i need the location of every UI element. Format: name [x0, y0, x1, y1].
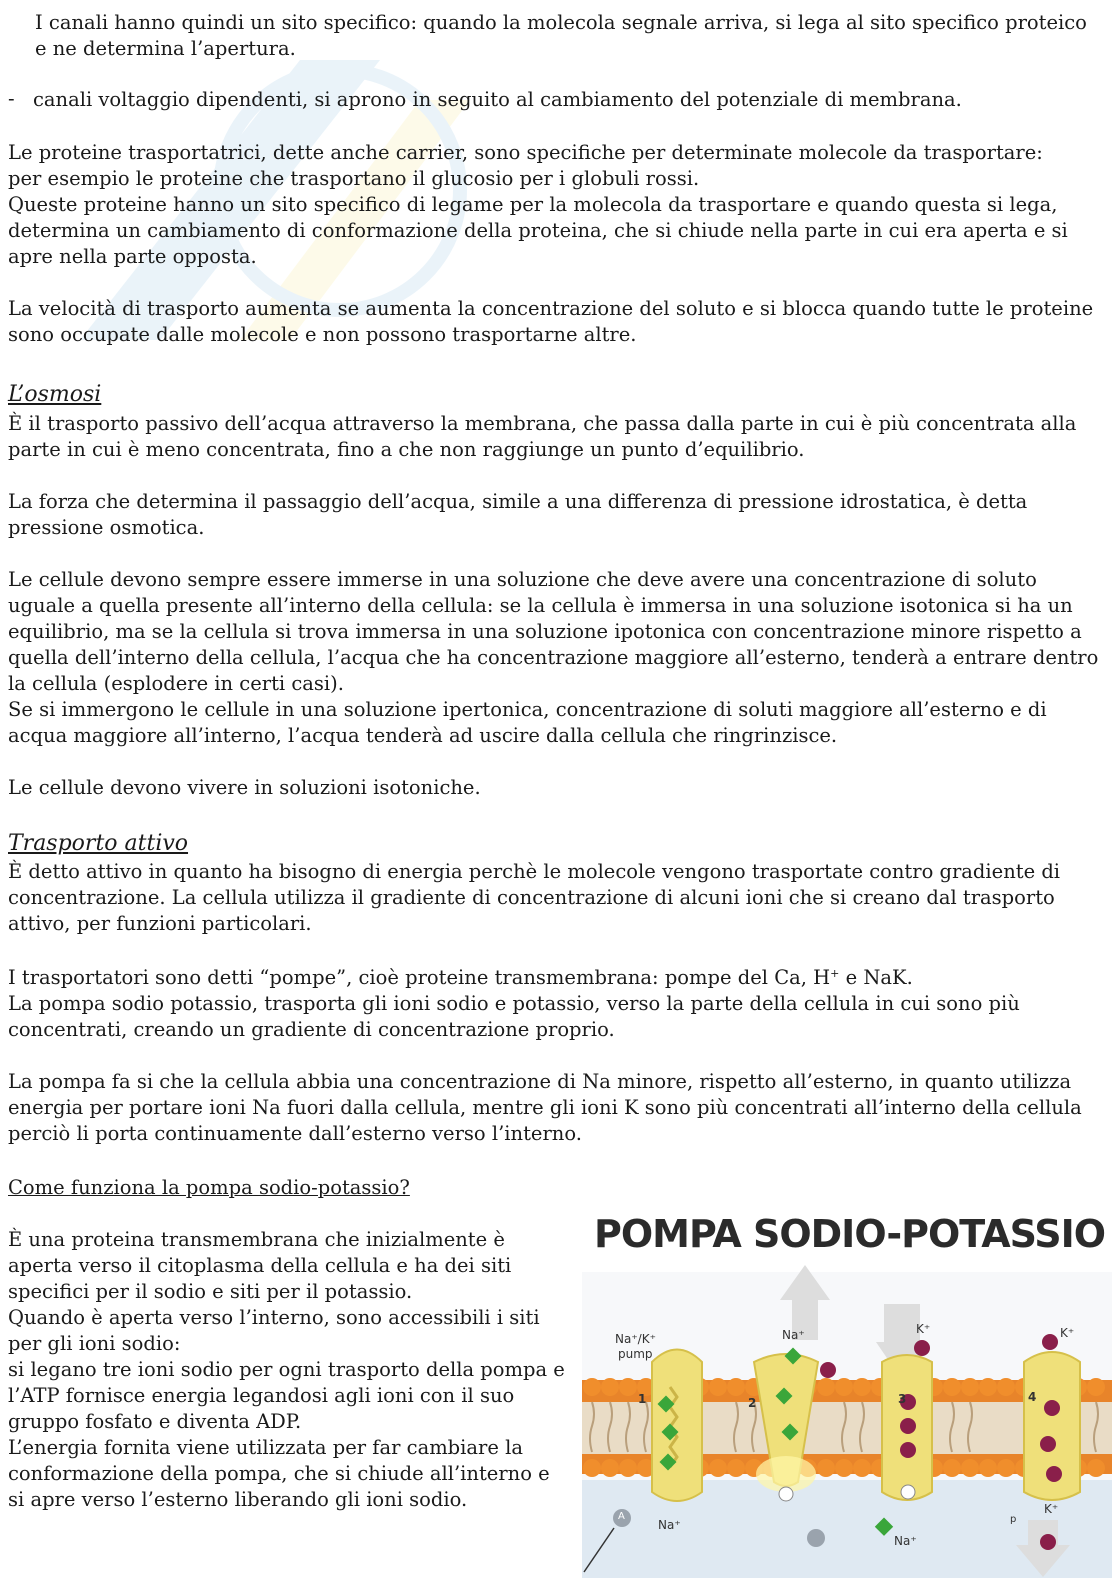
k-ion-icon: [1040, 1534, 1056, 1550]
paragraph-attivo: È detto attivo in quanto ha bisogno di energia perchè le molecole vengono trasportate contro gradiente di concentrazione. La cellula utilizza il gradiente di concentrazione di alcuni ioni che si creano dal trasporto attivo, per funzioni particolari.: [8, 860, 1061, 935]
na-bottom-mid-label: Na⁺: [894, 1534, 917, 1548]
paragraph-ipertonica: Se si immergono le cellule in una soluzione ipertonica, concentrazione di soluti maggiore all’esterno e di acqua maggiore all’interno, l’acqua tenderà ad uscire dalla cellula che ringrinzisce.: [8, 698, 1047, 747]
step-1-label: 1: [638, 1392, 647, 1406]
na-bottom-left-label: Na⁺: [658, 1518, 681, 1532]
figure-title: POMPA SODIO-POTASSIO: [594, 1212, 1106, 1256]
paragraph-pompa-na: La pompa fa si che la cellula abbia una concentrazione di Na minore, rispetto all’esterno, in quanto utilizza energia per portare ioni Na fuori dalla cellula, mentre gli ioni K sono più concentrati all’interno della cellula perciò li porta continuamente dall’esterno verso l’interno.: [8, 1070, 1082, 1145]
paragraph-sodio-potassio: La pompa sodio potassio, trasporta gli ioni sodio e potassio, verso la parte della cellula in cui sono più concentrati, creando un gradiente di concentrazione proprio.: [8, 992, 1020, 1041]
phosphate-icon: [779, 1487, 793, 1501]
pump-4: [1024, 1334, 1080, 1500]
na-top-label: Na⁺: [782, 1328, 805, 1342]
paragraph-aperta-interno: Quando è aperta verso l’interno, sono accessibili i siti per gli ioni sodio:: [8, 1306, 540, 1355]
phosphate-icon-2: [901, 1485, 915, 1499]
step-4-label: 4: [1028, 1390, 1037, 1404]
paragraph-carrier: Le proteine trasportatrici, dette anche carrier, sono specifiche per determinate molecole da trasportare: per esempio le proteine che trasportano il glucosio per i globuli rossi.: [8, 141, 1043, 190]
pump-1: [652, 1350, 702, 1502]
paragraph-pompe: I trasportatori sono detti “pompe”, cioè proteine transmembrana: pompe del Ca, H+ e NaK.: [8, 966, 913, 989]
adp-icon: [807, 1529, 825, 1547]
list-item-voltaggio: canali voltaggio dipendenti, si aprono in seguito al cambiamento del potenziale di membrana.: [33, 88, 962, 111]
heading-come-funziona: Come funziona la pompa sodio-potassio?: [8, 1176, 410, 1199]
paragraph-sito-legame: Queste proteine hanno un sito specifico di legame per la molecola da trasportare e quando questa si lega, determina un cambiamento di conformazione della proteina, che si chiude nella parte in cui era aperta e si apre nella parte opposta.: [8, 193, 1068, 268]
k-bottom-right-label: K⁺: [1044, 1502, 1059, 1516]
heading-osmosi: L’osmosi: [8, 382, 102, 407]
pump-figure: [582, 1212, 1112, 1578]
k-top-right-label: K⁺: [1060, 1326, 1075, 1340]
paragraph-energia: L’energia fornita viene utilizzata per far cambiare la conformazione della pompa, che si chiude all’interno e si apre verso l’esterno liberando gli ioni sodio.: [8, 1436, 550, 1511]
pump-3: [882, 1340, 932, 1500]
paragraph-soluzione: Le cellule devono sempre essere immerse in una soluzione che deve avere una concentrazione di soluto uguale a quella presente all’interno della cellula: se la cellula è immersa in una soluzione isotonica si ha un equilibrio, ma se la cellula si trova immersa in una soluzione ipotonica con concentrazione minore rispetto a quella dell’interno della cellula, l’acqua che ha concentrazione maggiore all’esterno, tenderà a entrare dentro la cellula (esplodere in certi casi).: [8, 568, 1099, 695]
phosphate-label: p: [1010, 1514, 1017, 1525]
pump-label-1: Na⁺/K⁺: [615, 1332, 656, 1346]
paragraph-canali-sito: I canali hanno quindi un sito specifico: quando la molecola segnale arriva, si lega al sito specifico proteico e ne determina l’apertura.: [35, 11, 1087, 60]
paragraph-tre-ioni: si legano tre ioni sodio per ogni trasporto della pompa e l’ATP fornisce energia legandosi agli ioni con il suo gruppo fosfato e diventa ADP.: [8, 1358, 565, 1433]
step-3-label: 3: [898, 1392, 907, 1406]
paragraph-osmosi: È il trasporto passivo dell’acqua attraverso la membrana, che passa dalla parte in cui è più concentrata alla parte in cui è meno concentrata, fino a che non raggiunge un punto d’equilibrio.: [8, 412, 1077, 461]
step-2-label: 2: [748, 1396, 757, 1410]
heading-trasporto-attivo: Trasporto attivo: [8, 831, 189, 856]
paragraph-velocita: La velocità di trasporto aumenta se aumenta la concentrazione del soluto e si blocca quando tutte le proteine sono occupate dalle molecole e non possono trasportarne altre.: [8, 297, 1094, 346]
atp-label: A: [618, 1511, 625, 1522]
paragraph-forza: La forza che determina il passaggio dell’acqua, simile a una differenza di pressione idrostatica, è detta pressione osmotica.: [8, 490, 1028, 539]
list-dash: -: [8, 87, 15, 110]
paragraph-transmembrana: È una proteina transmembrana che inizialmente è aperta verso il citoplasma della cellula e ha dei siti specifici per il sodio e siti per il potassio.: [8, 1228, 512, 1303]
k-top-label: K⁺: [916, 1322, 931, 1336]
pump-label-2: pump: [618, 1347, 653, 1361]
paragraph-isotoniche: Le cellule devono vivere in soluzioni isotoniche.: [8, 776, 481, 799]
